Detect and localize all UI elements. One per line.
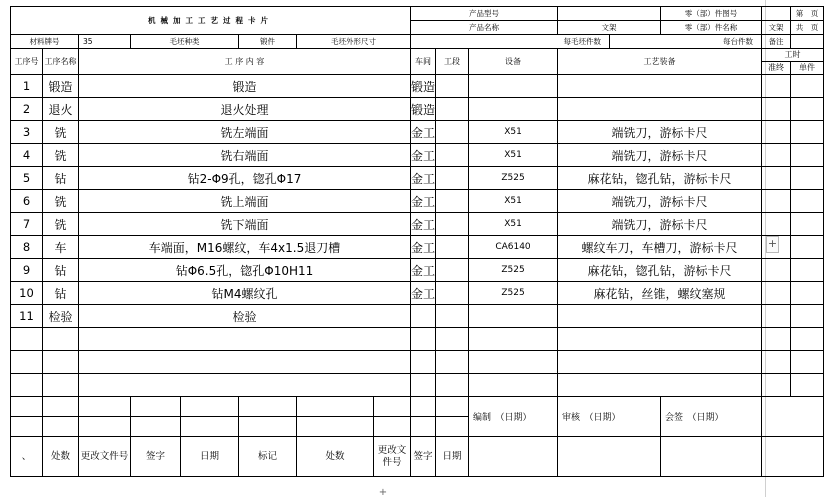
revision-mark-b: 标记 — [239, 437, 297, 477]
op-section — [436, 236, 469, 259]
add-column-button[interactable]: + — [766, 236, 779, 253]
op-section — [436, 167, 469, 190]
signoff-extra[interactable] — [762, 397, 824, 437]
op-equipment — [469, 305, 558, 328]
col-tooling: 工艺装备 — [558, 49, 762, 75]
op-prep-time[interactable] — [762, 144, 791, 167]
empty-row[interactable] — [11, 374, 824, 397]
material-no-label: 材料牌号 — [11, 35, 79, 49]
op-name: 钻 — [43, 167, 79, 190]
reviewed-by[interactable]: 审核 （日期） — [558, 397, 661, 437]
col-op-no: 工序号 — [11, 49, 43, 75]
op-tooling — [558, 98, 762, 121]
col-prep-time: 准终 — [762, 62, 791, 75]
table-row[interactable] — [11, 75, 824, 98]
revision-change-doc-b: 更改文件号 — [374, 437, 411, 477]
revision-sign-b: 签字 — [411, 437, 436, 477]
op-unit-time[interactable] — [791, 305, 824, 328]
op-content[interactable]: 钻M4螺纹孔 — [79, 282, 411, 305]
op-prep-time[interactable] — [762, 75, 791, 98]
table-row[interactable] — [11, 259, 824, 282]
table-row[interactable] — [11, 213, 824, 236]
op-prep-time[interactable] — [762, 121, 791, 144]
table-row[interactable] — [11, 98, 824, 121]
blank-size-label: 毛坯外形尺寸 — [297, 35, 411, 49]
empty-row[interactable] — [11, 351, 824, 374]
op-workshop: 金工 — [411, 213, 436, 236]
op-workshop: 金工 — [411, 190, 436, 213]
total-pages-label: 共 页 — [791, 21, 824, 35]
op-content[interactable]: 锻造 — [79, 75, 411, 98]
col-time: 工时 — [762, 49, 824, 62]
col-op-name: 工序名称 — [43, 49, 79, 75]
op-prep-time[interactable] — [762, 213, 791, 236]
op-no: 4 — [11, 144, 43, 167]
pieces-per-blank-label: 每毛坯件数 — [411, 35, 610, 49]
op-prep-time[interactable] — [762, 282, 791, 305]
op-section — [436, 121, 469, 144]
op-unit-time[interactable] — [791, 259, 824, 282]
revision-date-a: 日期 — [181, 437, 239, 477]
op-equipment — [469, 98, 558, 121]
op-prep-time[interactable] — [762, 305, 791, 328]
pieces-per-unit-label: 每台件数 — [610, 35, 762, 49]
op-name: 铣 — [43, 144, 79, 167]
op-unit-time[interactable] — [791, 213, 824, 236]
revision-sign-a: 签字 — [131, 437, 181, 477]
op-content[interactable]: 退火处理 — [79, 98, 411, 121]
table-row[interactable] — [11, 167, 824, 190]
product-name-label: 产品名称 — [411, 21, 558, 35]
revision-mark-a: 、 — [11, 437, 43, 477]
op-workshop: 金工 — [411, 144, 436, 167]
op-name: 钻 — [43, 282, 79, 305]
remarks-label: 备注 — [762, 35, 791, 49]
op-no: 3 — [11, 121, 43, 144]
op-unit-time[interactable] — [791, 75, 824, 98]
op-content[interactable]: 铣下端面 — [79, 213, 411, 236]
op-name: 退火 — [43, 98, 79, 121]
op-name: 铣 — [43, 190, 79, 213]
op-unit-time[interactable] — [791, 190, 824, 213]
op-equipment: CA6140 — [469, 236, 558, 259]
remarks-value[interactable] — [791, 35, 824, 49]
countersigned-by[interactable]: 会签 （日期） — [661, 397, 762, 437]
op-workshop: 锻造 — [411, 98, 436, 121]
op-unit-time[interactable] — [791, 282, 824, 305]
op-unit-time[interactable] — [791, 167, 824, 190]
op-workshop: 锻造 — [411, 75, 436, 98]
op-unit-time[interactable] — [791, 98, 824, 121]
page-label: 第 页 — [791, 7, 824, 21]
blank-type-value[interactable]: 锻件 — [239, 35, 297, 49]
col-workshop: 车间 — [411, 49, 436, 75]
op-prep-time[interactable] — [762, 190, 791, 213]
col-section: 工段 — [436, 49, 469, 75]
op-no: 1 — [11, 75, 43, 98]
table-row[interactable] — [11, 121, 824, 144]
op-equipment — [469, 75, 558, 98]
prepared-by[interactable]: 编制 （日期） — [469, 397, 558, 437]
op-tooling: 麻花钻，锪孔钻，游标卡尺 — [558, 167, 762, 190]
op-equipment: X51 — [469, 121, 558, 144]
op-unit-time[interactable] — [791, 144, 824, 167]
revision-locations-b: 处数 — [297, 437, 374, 477]
table-row[interactable] — [11, 305, 824, 328]
card-title: 机械加工工艺过程卡片 — [11, 7, 411, 35]
op-no: 6 — [11, 190, 43, 213]
op-workshop: 金工 — [411, 167, 436, 190]
material-no-value[interactable]: 35 — [79, 35, 131, 49]
op-no: 10 — [11, 282, 43, 305]
op-content[interactable]: 铣左端面 — [79, 121, 411, 144]
op-content[interactable]: 铣上端面 — [79, 190, 411, 213]
op-content[interactable]: 铣右端面 — [79, 144, 411, 167]
op-equipment: X51 — [469, 213, 558, 236]
op-tooling: 端铣刀，游标卡尺 — [558, 213, 762, 236]
blank-type-label: 毛坯种类 — [131, 35, 239, 49]
op-content[interactable]: 车端面，M16螺纹，车4x1.5退刀槽 — [79, 236, 411, 259]
revision-date-b: 日期 — [436, 437, 469, 477]
op-content[interactable]: 钻Φ6.5孔，锪孔Φ10H11 — [79, 259, 411, 282]
op-tooling: 麻花钻，锪孔钻，游标卡尺 — [558, 259, 762, 282]
product-name-value[interactable]: 文架 — [558, 21, 661, 35]
process-card — [10, 6, 819, 489]
add-row-button[interactable]: + — [378, 487, 388, 498]
op-section — [436, 213, 469, 236]
op-section — [436, 305, 469, 328]
table-row[interactable] — [11, 236, 824, 259]
op-prep-time[interactable] — [762, 98, 791, 121]
op-no: 5 — [11, 167, 43, 190]
op-no: 9 — [11, 259, 43, 282]
empty-row[interactable] — [11, 328, 824, 351]
op-section — [436, 98, 469, 121]
op-no: 8 — [11, 236, 43, 259]
part-drawing-no-label: 零（部）件图号 — [661, 7, 762, 21]
process-card-table — [10, 6, 824, 477]
table-row[interactable] — [11, 144, 824, 167]
op-name: 车 — [43, 236, 79, 259]
product-model-label: 产品型号 — [411, 7, 558, 21]
op-prep-time[interactable] — [762, 259, 791, 282]
op-name: 铣 — [43, 213, 79, 236]
product-model-value[interactable] — [558, 7, 661, 21]
op-no: 11 — [11, 305, 43, 328]
op-workshop: 金工 — [411, 259, 436, 282]
op-name: 检验 — [43, 305, 79, 328]
op-prep-time[interactable] — [762, 167, 791, 190]
op-no: 2 — [11, 98, 43, 121]
op-equipment: Z525 — [469, 259, 558, 282]
op-workshop: 金工 — [411, 236, 436, 259]
op-no: 7 — [11, 213, 43, 236]
op-tooling: 麻花钻，丝锥，螺纹塞规 — [558, 282, 762, 305]
op-workshop: 金工 — [411, 282, 436, 305]
op-workshop: 金工 — [411, 121, 436, 144]
op-content[interactable]: 钻2-Φ9孔，锪孔Φ17 — [79, 167, 411, 190]
revision-locations-a: 处数 — [43, 437, 79, 477]
revision-change-doc-a: 更改文件号 — [79, 437, 131, 477]
op-unit-time[interactable] — [791, 121, 824, 144]
op-tooling: 端铣刀，游标卡尺 — [558, 121, 762, 144]
op-name: 锻造 — [43, 75, 79, 98]
table-row[interactable] — [11, 190, 824, 213]
part-drawing-no-value[interactable] — [762, 7, 791, 21]
op-equipment: X51 — [469, 144, 558, 167]
op-name: 钻 — [43, 259, 79, 282]
col-equipment: 设备 — [469, 49, 558, 75]
op-section — [436, 190, 469, 213]
op-tooling: 端铣刀，游标卡尺 — [558, 144, 762, 167]
op-workshop — [411, 305, 436, 328]
op-tooling: 端铣刀，游标卡尺 — [558, 190, 762, 213]
op-section — [436, 282, 469, 305]
op-equipment: X51 — [469, 190, 558, 213]
op-section — [436, 144, 469, 167]
op-unit-time[interactable] — [791, 236, 824, 259]
op-section — [436, 259, 469, 282]
op-content[interactable]: 检验 — [79, 305, 411, 328]
col-op-content: 工 序 内 容 — [79, 49, 411, 75]
op-equipment: Z525 — [469, 282, 558, 305]
op-tooling — [558, 75, 762, 98]
op-tooling: 螺纹车刀，车槽刀，游标卡尺 — [558, 236, 762, 259]
op-tooling — [558, 305, 762, 328]
col-unit-time: 单件 — [791, 62, 824, 75]
part-name-label: 零（部）件名称 — [661, 21, 762, 35]
op-name: 铣 — [43, 121, 79, 144]
part-name-value[interactable]: 文架 — [762, 21, 791, 35]
op-section — [436, 75, 469, 98]
table-row[interactable] — [11, 282, 824, 305]
op-equipment: Z525 — [469, 167, 558, 190]
